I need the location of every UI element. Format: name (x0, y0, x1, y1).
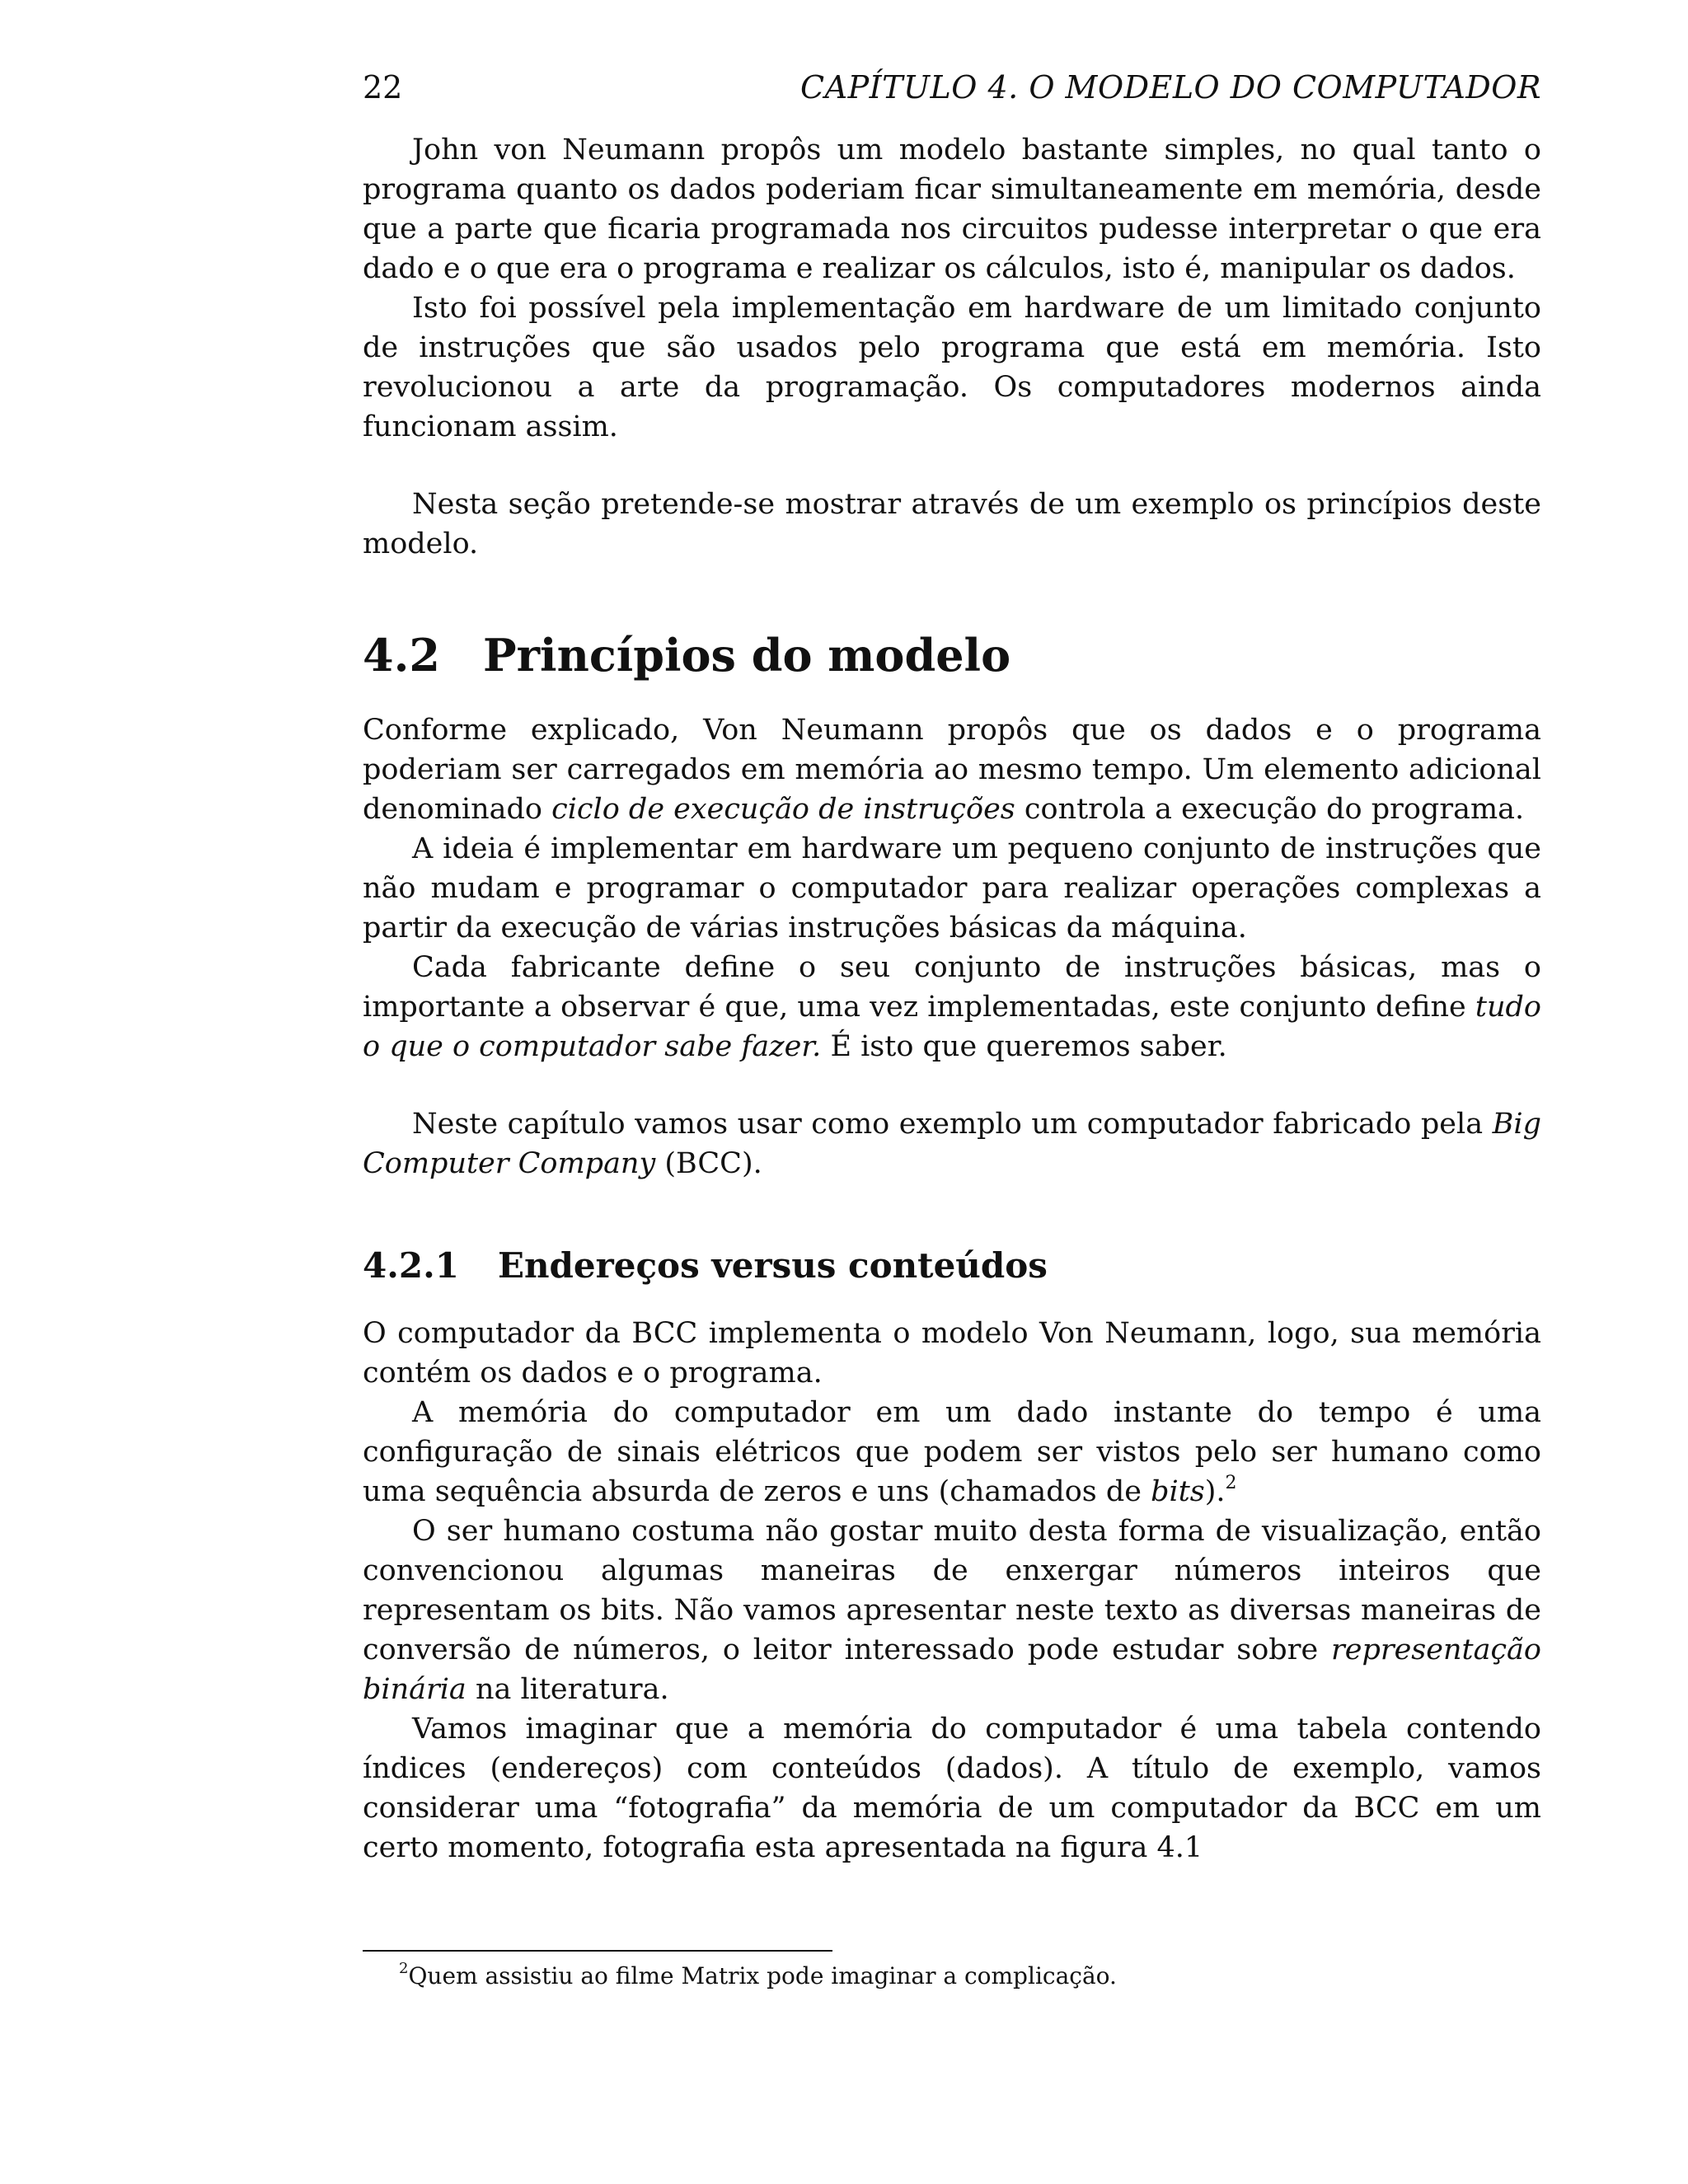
text-block (363, 64, 1541, 1993)
text-run: O ser humano costuma não gostar muito desta forma de visualização, então convencionou algumas maneiras de enxergar números inteiros que representam os bits. Não vamos apresentar neste texto as diversas maneiras de conversão de números, o leitor interessado pode estudar sobre (363, 1515, 1541, 1666)
section-4-2-1-paragraph-1: O computador da BCC implementa o modelo Von Neumann, logo, sua memória contém os dados e o programa. (363, 1317, 1541, 1390)
running-header (363, 64, 1541, 110)
section-title: Princípios do modelo (483, 629, 1011, 682)
text-run: (BCC). (655, 1147, 762, 1180)
text-run: ). (1204, 1475, 1226, 1508)
section-number: 4.2 (363, 629, 440, 682)
text-run: A memória do computador em um dado instante do tempo é uma configuração de sinais elétricos que podem ser vistos pelo ser humano como uma sequência absurda de zeros e uns (chamados de (363, 1396, 1541, 1508)
subsection-title: Endereços versus conteúdos (498, 1245, 1048, 1286)
footnote-text: Quem assistiu ao filme Matrix pode imaginar a complicação. (408, 1962, 1117, 1990)
text-run: na literatura. (466, 1673, 669, 1706)
emphasis-text: ciclo de execução de instruções (551, 793, 1015, 826)
emphasis-text: Big Computer Company (363, 1108, 1541, 1180)
text-run: É isto que queremos saber. (821, 1030, 1227, 1063)
page-number: 22 (363, 69, 403, 105)
emphasis-text: bits (1151, 1475, 1205, 1508)
footnote-number: 2 (399, 1959, 409, 1977)
section-4-2-paragraph-1 (363, 710, 1541, 829)
chapter-title: CAPÍTULO 4. O MODELO DO COMPUTADOR (800, 69, 1541, 105)
subsection-number: 4.2.1 (363, 1245, 459, 1286)
section-4-2-1-paragraph-3 (363, 1511, 1541, 1709)
emphasis-text: representação binária (363, 1633, 1541, 1706)
text-run: Neste capítulo vamos usar como exemplo um computador fabricado pela (412, 1108, 1493, 1141)
footnote-divider (363, 1950, 832, 1952)
text-run: controla a execução do programa. (1015, 793, 1525, 826)
footnote (363, 1960, 1541, 1993)
subsection-heading-4-2-1 (363, 1243, 1541, 1289)
emphasis-text: tudo o que o computador sabe fazer. (363, 991, 1541, 1063)
footnote-marker[interactable]: 2 (1225, 1473, 1237, 1494)
intro-paragraph-3: Nesta seção pretende-se mostrar através de um exemplo os princípios deste modelo. (363, 488, 1541, 560)
section-4-2-paragraph-3 (363, 948, 1541, 1066)
intro-paragraph-2: Isto foi possível pela implementação em hardware de um limitado conjunto de instruções que são usados pelo programa que está em memória. Isto revolucionou a arte da programação. Os computadores modernos ainda funcionam assim. (363, 292, 1541, 443)
section-4-2-paragraph-2: A ideia é implementar em hardware um pequeno conjunto de instruções que não mudam e programar o computador para realizar operações complexas a partir da execução de várias instruções básicas da máquina. (363, 832, 1541, 944)
text-run: Conforme explicado, Von Neumann propôs que os dados e o programa poderiam ser carregados em memória ao mesmo tempo. Um elemento adicional denominado (363, 714, 1541, 826)
text-run: Cada fabricante define o seu conjunto de instruções básicas, mas o importante a observar é que, uma vez implementadas, este conjunto define (363, 951, 1541, 1024)
section-4-2-1-paragraph-4: Vamos imaginar que a memória do computador é uma tabela contendo índices (endereços) com conteúdos (dados). A título de exemplo, vamos considerar uma “fotografia” da memória de um computador da BCC em um certo momento, fotografia esta apresentada na figura 4.1 (363, 1713, 1541, 1864)
section-4-2-paragraph-4 (363, 1104, 1541, 1183)
section-heading-4-2 (363, 628, 1541, 682)
section-4-2-1-paragraph-2 (363, 1393, 1541, 1511)
intro-paragraph-1: John von Neumann propôs um modelo bastante simples, no qual tanto o programa quanto os dados poderiam ficar simultaneamente em memória, desde que a parte que ficaria programada nos circuitos pudesse interpretar o que era dado e o que era o programa e realizar os cálculos, isto é, manipular os dados. (363, 134, 1541, 285)
